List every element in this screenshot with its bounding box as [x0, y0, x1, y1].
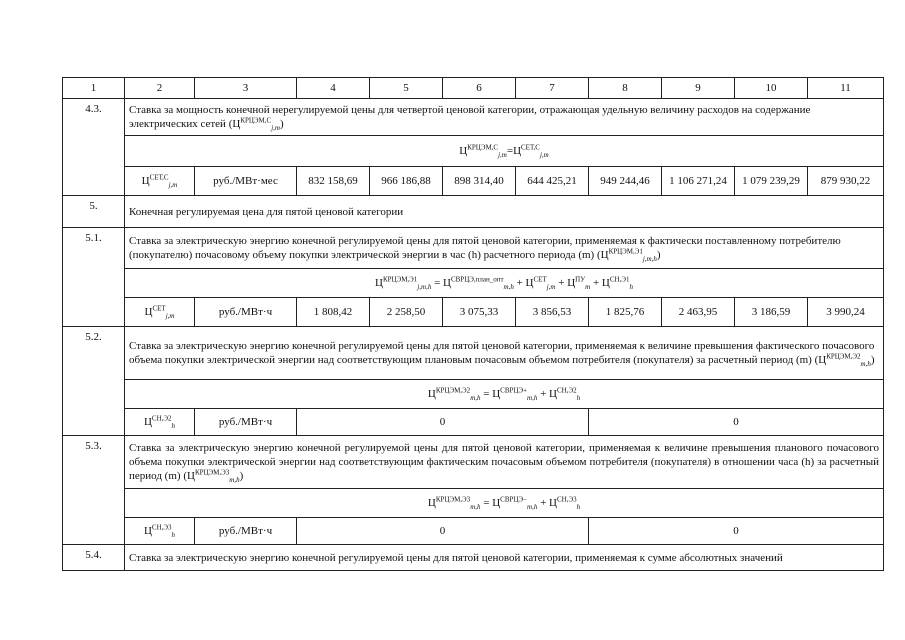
formula: $Ц^{КРЦЭМ,Э1}_{j,m,h} = Ц^{СВРЦЭ,план\_опт}_{m,h} + Ц^{СЕТ}_{j,m} + Ц^{ПУ}_m + Ц^{СН,Э1}_h$: [125, 269, 884, 298]
row-5-1-formula: [63, 269, 884, 298]
row-5-2-formula: [63, 380, 884, 409]
row-5-1-values: [63, 298, 884, 327]
row-5-4: [63, 545, 884, 571]
value-cell: 2 258,50: [370, 298, 443, 327]
row-5-2-values: [63, 409, 884, 436]
value-cell: 0: [297, 409, 589, 436]
row-4-3: [63, 99, 884, 136]
row-description: Ставка за мощность конечной нерегулируемой цены для четвертой ценовой категории, отражающая удельную величину расходов на содержание электрических сетей $(Ц^{КРЦЭМ,С}_{j,m})$: [125, 99, 884, 136]
value-cell: 644 425,21: [516, 167, 589, 196]
value-cell: 0: [589, 409, 884, 436]
row-4-3-formula: [63, 136, 884, 167]
value-cell: 832 158,69: [297, 167, 370, 196]
col-header: 8: [589, 78, 662, 99]
symbol: $Ц^{СН,Э3}_h$: [125, 518, 195, 545]
value-cell: 1 079 239,29: [735, 167, 808, 196]
row-5: [63, 196, 884, 228]
value-cell: 0: [589, 518, 884, 545]
formula: $Ц^{КРЦЭМ,С}_{j,m}=Ц^{СЕТ,С}_{j,m}$: [125, 136, 884, 167]
value-cell: 1 825,76: [589, 298, 662, 327]
symbol: $Ц^{СЕТ}_{j,m}$: [125, 298, 195, 327]
row-5-1: [63, 228, 884, 269]
row-description: Конечная регулируемая цена для пятой ценовой категории: [125, 196, 884, 228]
row-5-2: [63, 327, 884, 380]
col-header: 10: [735, 78, 808, 99]
col-header: 9: [662, 78, 735, 99]
row-number: 5.3.: [63, 436, 125, 545]
tariff-table: [62, 77, 884, 571]
col-header: 11: [808, 78, 884, 99]
value-cell: 898 314,40: [443, 167, 516, 196]
unit: руб./МВт·ч: [195, 518, 297, 545]
row-description: Ставка за электрическую энергию конечной регулируемой цены для пятой ценовой категории, применяемая к фактически поставленному потребителю (покупателю) почасовому объему покупки электрической энергии в час (h) расчетного периода (m) $(Ц^{КРЦЭМ,Э1}_{j,m,h})$: [125, 228, 884, 269]
value-cell: 1 106 271,24: [662, 167, 735, 196]
symbol: $Ц^{СН,Э2}_h$: [125, 409, 195, 436]
formula: $Ц^{КРЦЭМ,Э3}_{m,h} = Ц^{СВРЦЭ-}_{m,h} + Ц^{СН,Э3}_h$: [125, 489, 884, 518]
col-header: 3: [195, 78, 297, 99]
value-cell: 3 186,59: [735, 298, 808, 327]
row-5-3-formula: [63, 489, 884, 518]
unit: руб./МВт·ч: [195, 298, 297, 327]
value-cell: 949 244,46: [589, 167, 662, 196]
col-header: 4: [297, 78, 370, 99]
row-number: 5.1.: [63, 228, 125, 327]
col-header: 7: [516, 78, 589, 99]
unit: руб./МВт·ч: [195, 409, 297, 436]
row-5-3-values: [63, 518, 884, 545]
symbol: $Ц^{СЕТ,С}_{j,m}$: [125, 167, 195, 196]
row-number: 5.4.: [63, 545, 125, 571]
col-header: 1: [63, 78, 125, 99]
row-number: 5.2.: [63, 327, 125, 436]
header-row: [63, 78, 884, 99]
value-cell: 1 808,42: [297, 298, 370, 327]
unit: руб./МВт·мес: [195, 167, 297, 196]
row-4-3-values: [63, 167, 884, 196]
value-cell: 966 186,88: [370, 167, 443, 196]
value-cell: 3 856,53: [516, 298, 589, 327]
row-description: Ставка за электрическую энергию конечной регулируемой цены для пятой ценовой категории, применяемая к величине превышения фактического почасового объема покупки электрической энергии над соответствующим плановым почасовым объемом потребителя (покупателя) за расчетный период (m) $(Ц^{КРЦЭМ,Э2}_{m,h})$: [125, 327, 884, 380]
col-header: 6: [443, 78, 516, 99]
row-number: 5.: [63, 196, 125, 228]
row-description: Ставка за электрическую энергию конечной регулируемой цены для пятой ценовой категории, применяемая к величине превышения планового почасового объема покупки электрической энергии над соответствующим фактическим почасовым объемом потребителя (покупателя) в отношении часа (h) за расчетный период (m) $(Ц^{КРЦЭМ,Э3}_{m,h})$: [125, 436, 884, 489]
col-header: 5: [370, 78, 443, 99]
value-cell: 0: [297, 518, 589, 545]
value-cell: 3 075,33: [443, 298, 516, 327]
value-cell: 3 990,24: [808, 298, 884, 327]
row-description: Ставка за электрическую энергию конечной регулируемой цены для пятой ценовой категории, применяемая к сумме абсолютных значений: [125, 545, 884, 571]
value-cell: 2 463,95: [662, 298, 735, 327]
value-cell: 879 930,22: [808, 167, 884, 196]
formula: $Ц^{КРЦЭМ,Э2}_{m,h} = Ц^{СВРЦЭ+}_{m,h} + Ц^{СН,Э2}_h$: [125, 380, 884, 409]
row-5-3: [63, 436, 884, 489]
row-number: 4.3.: [63, 99, 125, 196]
col-header: 2: [125, 78, 195, 99]
